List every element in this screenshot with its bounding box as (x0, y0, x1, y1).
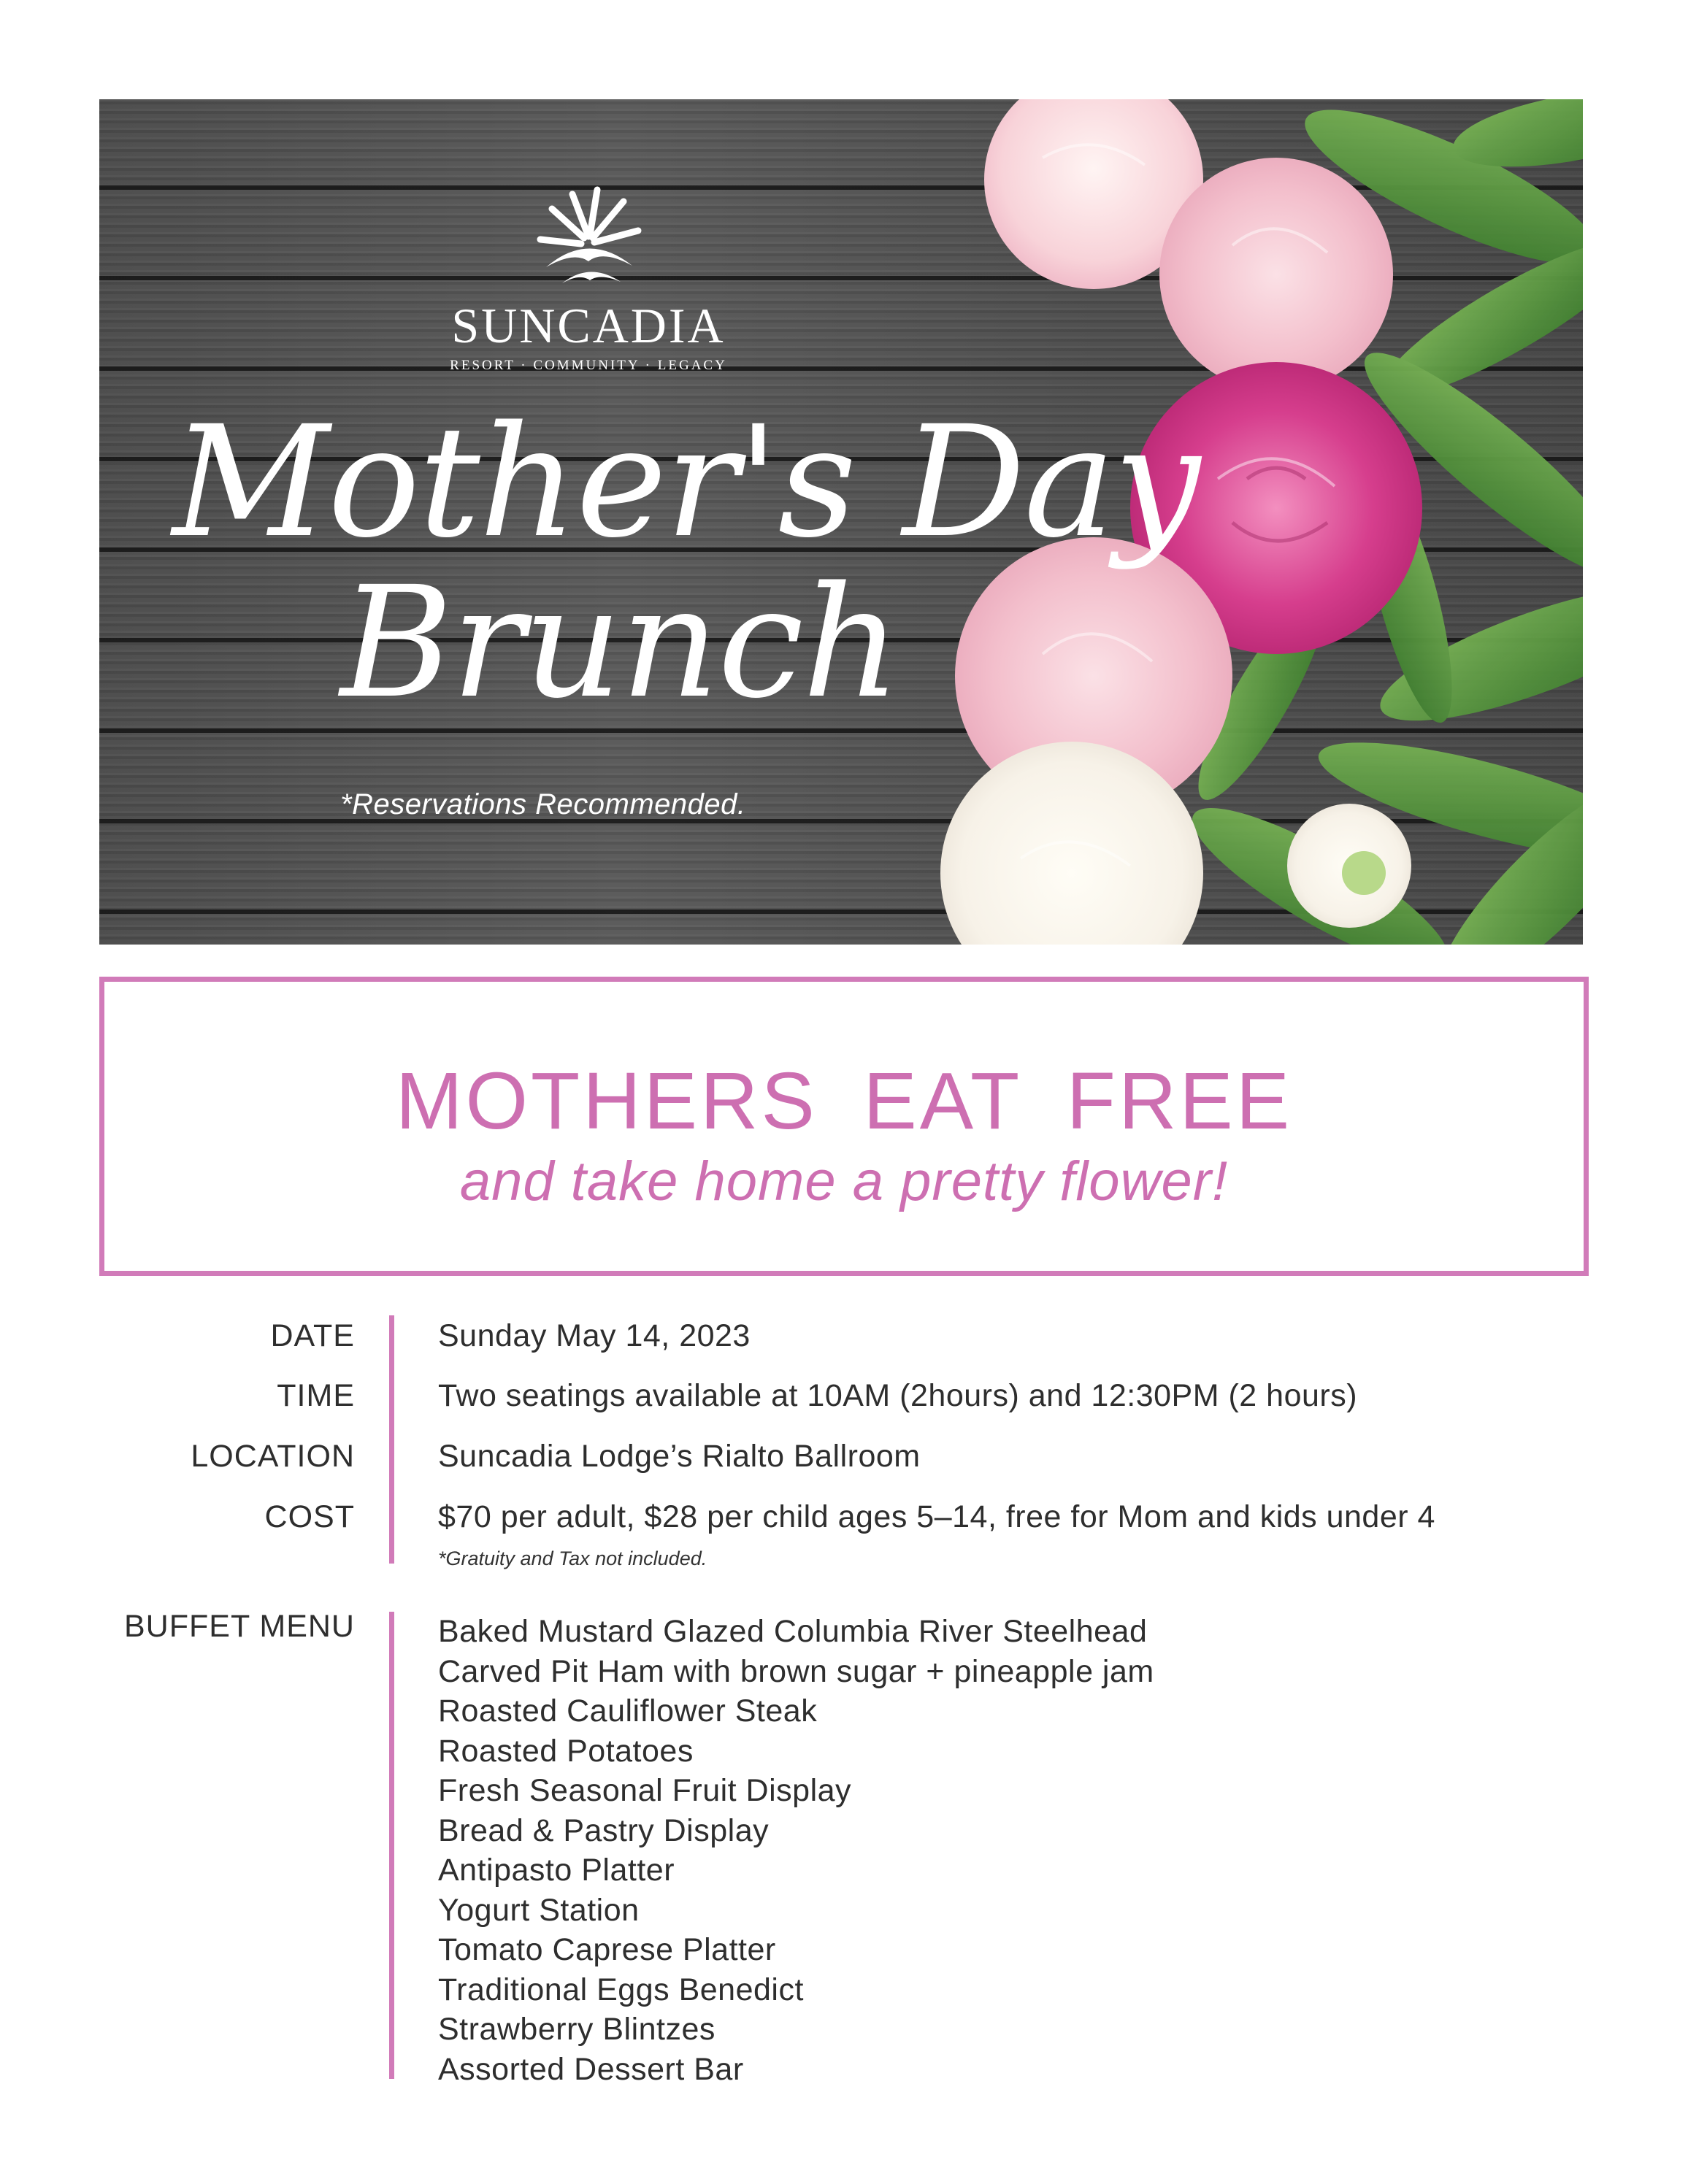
menu-item: Tomato Caprese Platter (438, 1932, 776, 1967)
menu-item: Traditional Eggs Benedict (438, 1972, 804, 2007)
cost-value: $70 per adult, $28 per child ages 5–14, free for Mom and kids under 4 (438, 1499, 1435, 1534)
menu-item: Carved Pit Ham with brown sugar + pineapple jam (438, 1653, 1154, 1689)
cost-note: *Gratuity and Tax not included. (438, 1547, 707, 1569)
reservation-note: *Reservations Recommended. (340, 788, 746, 820)
sunburst-logo-icon (530, 180, 647, 296)
offer-headline: MOTHERS EAT FREE (395, 1056, 1293, 1146)
menu-item: Antipasto Platter (438, 1853, 675, 1888)
location-label: LOCATION (191, 1439, 355, 1474)
brand-name: SUNCADIA (451, 298, 726, 353)
menu-item: Bread & Pastry Display (438, 1812, 770, 1848)
offer-subline: and take home a pretty flower! (459, 1150, 1229, 1212)
hero-banner (99, 99, 1583, 945)
brand-tagline: RESORT · COMMUNITY · LEGACY (450, 358, 727, 373)
menu-divider (389, 1612, 394, 2079)
offer-box (99, 977, 1589, 1276)
date-label: DATE (270, 1318, 355, 1353)
suncadia-logo (442, 180, 734, 374)
time-label: TIME (277, 1378, 355, 1413)
buffet-menu-list (438, 1612, 1154, 2089)
time-value: Two seatings available at 10AM (2hours) and 12:30PM (2 hours) (438, 1378, 1358, 1413)
details-divider (389, 1315, 394, 1564)
date-value: Sunday May 14, 2023 (438, 1318, 751, 1353)
menu-item: Roasted Cauliflower Steak (438, 1693, 818, 1729)
menu-item: Assorted Dessert Bar (438, 2051, 744, 2087)
title-mothers-day: Mother's Day (172, 393, 1200, 572)
cost-label: COST (264, 1499, 355, 1534)
menu-item: Strawberry Blintzes (438, 2012, 716, 2047)
menu-item: Baked Mustard Glazed Columbia River Steelhead (438, 1614, 1148, 1649)
title-brunch: Brunch (340, 553, 900, 732)
menu-item: Fresh Seasonal Fruit Display (438, 1773, 852, 1808)
menu-item: Roasted Potatoes (438, 1733, 694, 1769)
menu-label: BUFFET MENU (124, 1609, 355, 1644)
location-value: Suncadia Lodge’s Rialto Ballroom (438, 1439, 921, 1474)
menu-item: Yogurt Station (438, 1892, 640, 1928)
